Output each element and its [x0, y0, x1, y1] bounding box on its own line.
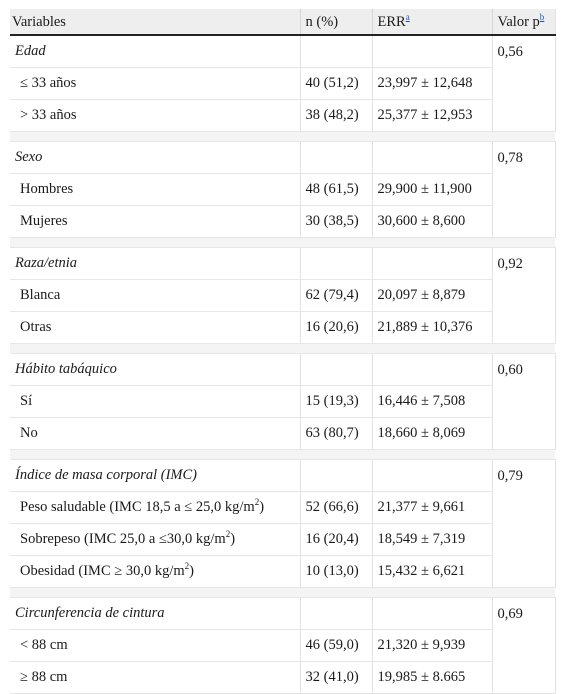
table-row: [10, 492, 555, 524]
group-name: Hábito tabáquico: [10, 354, 300, 386]
group-name: Circunferencia de cintura: [10, 598, 300, 630]
row-label: [10, 206, 300, 238]
row-label-suffix: ): [259, 499, 265, 515]
group-spacer: [10, 132, 555, 142]
row-label: [10, 492, 300, 524]
err-cell: 20,097 ± 8,879: [372, 280, 492, 312]
err-cell: 16,446 ± 7,508: [372, 386, 492, 418]
row-label-suffix: ): [189, 563, 194, 579]
row-label-text: Hombres: [20, 181, 74, 197]
empty-cell: [300, 248, 372, 280]
row-label: [10, 418, 300, 450]
table-row: [10, 386, 555, 418]
group-header-row: [10, 598, 555, 630]
header-err: [372, 9, 492, 35]
table-row: [10, 312, 555, 344]
row-label-text: < 88 cm: [20, 637, 68, 653]
group-header-row: [10, 142, 555, 174]
row-label: [10, 662, 300, 694]
table-row: [10, 418, 555, 450]
row-label: [10, 280, 300, 312]
row-label-text: Otras: [20, 319, 52, 335]
n-percent-cell: 46 (59,0): [300, 630, 372, 662]
table-row: [10, 100, 555, 132]
n-percent-cell: 16 (20,4): [300, 524, 372, 556]
row-label-superscript: 2: [184, 561, 190, 572]
table-row: [10, 280, 555, 312]
group-spacer: [10, 588, 555, 598]
row-label-superscript: 2: [254, 497, 260, 508]
empty-cell: [372, 35, 492, 68]
p-value: 0,69: [492, 598, 555, 694]
group-header-row: [10, 248, 555, 280]
group-spacer: [10, 344, 555, 354]
table-row: [10, 556, 555, 588]
row-label-text: Sobrepeso (IMC 25,0 a ≤30,0 kg/m: [20, 531, 226, 547]
group-spacer: [10, 238, 555, 248]
n-percent-cell: 48 (61,5): [300, 174, 372, 206]
row-label: [10, 386, 300, 418]
group-name: Edad: [10, 35, 300, 68]
empty-cell: [372, 354, 492, 386]
n-percent-cell: 52 (66,6): [300, 492, 372, 524]
row-label-text: Peso saludable (IMC 18,5 a ≤ 25,0 kg/m: [20, 499, 255, 515]
empty-cell: [300, 460, 372, 492]
err-cell: 21,377 ± 9,661: [372, 492, 492, 524]
n-percent-cell: 16 (20,6): [300, 312, 372, 344]
footnote-link-b[interactable]: b: [539, 11, 545, 22]
err-cell: 25,377 ± 12,953: [372, 100, 492, 132]
group-header-row: [10, 354, 555, 386]
empty-cell: [300, 598, 372, 630]
row-label: [10, 524, 300, 556]
n-percent-cell: 40 (51,2): [300, 68, 372, 100]
row-label-text: ≤ 33 años: [20, 75, 77, 91]
header-variables: Variables: [10, 9, 300, 35]
row-label: [10, 174, 300, 206]
footnote-link-a[interactable]: a: [405, 11, 410, 22]
err-cell: 30,600 ± 8,600: [372, 206, 492, 238]
n-percent-cell: 32 (41,0): [300, 662, 372, 694]
row-label-text: > 33 años: [20, 107, 77, 123]
n-percent-cell: 30 (38,5): [300, 206, 372, 238]
err-cell: 21,889 ± 10,376: [372, 312, 492, 344]
group-name: Raza/etnia: [10, 248, 300, 280]
empty-cell: [372, 248, 492, 280]
p-value: 0,92: [492, 248, 555, 344]
err-cell: 29,900 ± 11,900: [372, 174, 492, 206]
table-body: [10, 35, 555, 694]
err-cell: 18,660 ± 8,069: [372, 418, 492, 450]
empty-cell: [372, 460, 492, 492]
n-percent-cell: 63 (80,7): [300, 418, 372, 450]
header-pvalue-label: Valor p: [497, 13, 540, 30]
n-percent-cell: 62 (79,4): [300, 280, 372, 312]
table-row: [10, 206, 555, 238]
n-percent-cell: 15 (19,3): [300, 386, 372, 418]
row-label: [10, 630, 300, 662]
group-header-row: [10, 35, 555, 68]
row-label-text: Mujeres: [20, 213, 68, 229]
p-value: 0,56: [492, 35, 555, 132]
row-label-suffix: ): [230, 531, 236, 547]
group-header-row: [10, 460, 555, 492]
table-row: [10, 524, 555, 556]
row-label: [10, 100, 300, 132]
results-table: [10, 9, 556, 694]
row-label-text: ≥ 88 cm: [20, 669, 68, 685]
err-cell: 21,320 ± 9,939: [372, 630, 492, 662]
row-label-text: Blanca: [20, 287, 61, 303]
p-value: 0,79: [492, 460, 555, 588]
header-n-percent: n (%): [300, 9, 372, 35]
table-row: [10, 174, 555, 206]
p-value: 0,78: [492, 142, 555, 238]
group-name: Índice de masa corporal (IMC): [10, 460, 300, 492]
header-err-label: ERR: [377, 13, 406, 30]
p-value: 0,60: [492, 354, 555, 450]
header-pvalue: [492, 9, 555, 35]
empty-cell: [372, 142, 492, 174]
err-cell: 19,985 ± 8.665: [372, 662, 492, 694]
row-label-text: Sí: [20, 393, 33, 409]
row-label-text: Obesidad (IMC ≥ 30,0 kg/m: [20, 563, 185, 579]
row-label: [10, 312, 300, 344]
row-label-superscript: 2: [225, 529, 231, 540]
row-label: [10, 68, 300, 100]
n-percent-cell: 38 (48,2): [300, 100, 372, 132]
table-row: [10, 68, 555, 100]
table-row: [10, 662, 555, 694]
group-spacer: [10, 450, 555, 460]
group-name: Sexo: [10, 142, 300, 174]
err-cell: 23,997 ± 12,648: [372, 68, 492, 100]
row-label: [10, 556, 300, 588]
n-percent-cell: 10 (13,0): [300, 556, 372, 588]
row-label-text: No: [20, 425, 38, 441]
empty-cell: [372, 598, 492, 630]
table-row: [10, 630, 555, 662]
empty-cell: [300, 354, 372, 386]
err-cell: 15,432 ± 6,621: [372, 556, 492, 588]
err-cell: 18,549 ± 7,319: [372, 524, 492, 556]
empty-cell: [300, 35, 372, 68]
empty-cell: [300, 142, 372, 174]
table-header: [10, 9, 555, 35]
